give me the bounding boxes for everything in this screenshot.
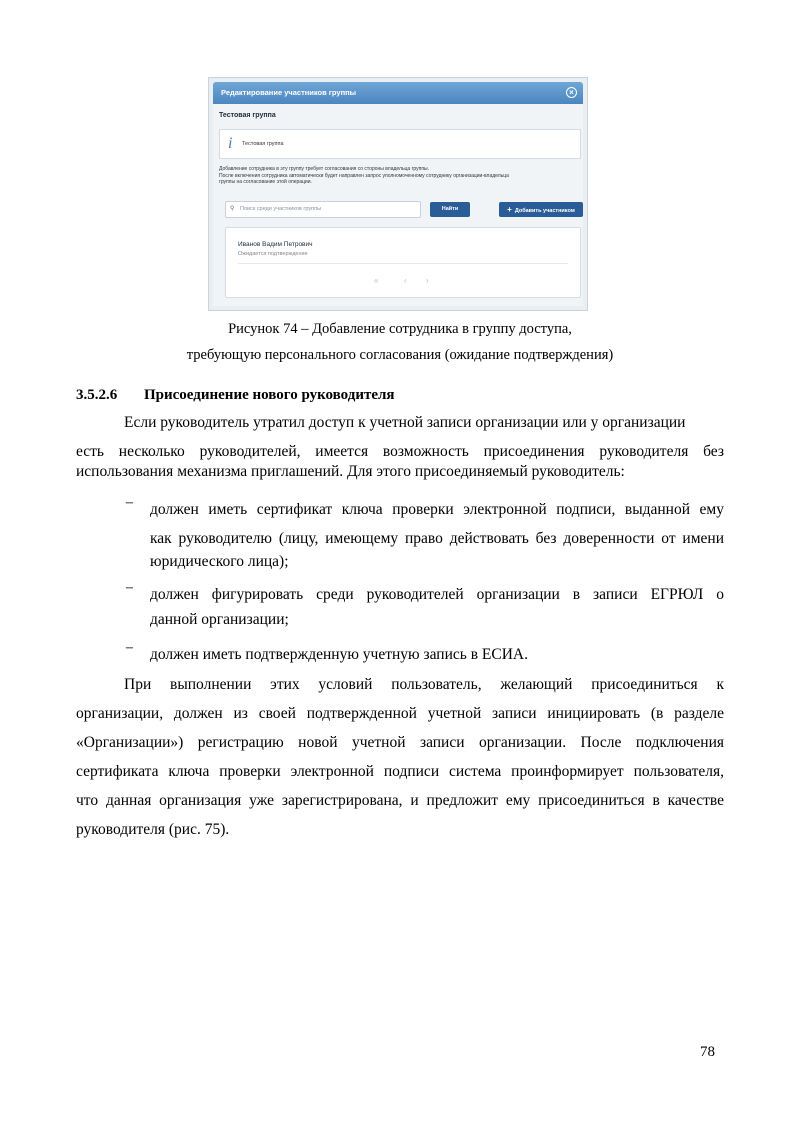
search-input[interactable] bbox=[225, 201, 421, 218]
info-icon: i bbox=[228, 135, 233, 152]
section-number: 3.5.2.6 bbox=[76, 387, 118, 403]
dialog-header bbox=[213, 82, 583, 104]
bullet-line: юридического лица); bbox=[150, 553, 289, 570]
paragraph-line: организации, должен из своей подтвержденной учетной записи инициировать (в разделе bbox=[76, 705, 724, 722]
section-heading bbox=[76, 387, 395, 404]
paragraph-line: использования механизма приглашений. Для этого присоединяемый руководитель: bbox=[76, 463, 625, 480]
note-line: После включения сотрудника автоматически будет направлен запрос уполномоченному сотруднику организации-владельца bbox=[219, 172, 509, 179]
paragraph-line: руководителя (рис. 75). bbox=[76, 821, 230, 838]
info-box bbox=[219, 129, 581, 159]
dialog-body bbox=[213, 104, 583, 306]
bullet-dash: − bbox=[125, 640, 134, 657]
paragraph-line: «Организации») регистрацию новой учетной записи организации. После подключения bbox=[76, 734, 724, 751]
bullet-line: данной организации; bbox=[150, 611, 289, 628]
member-name[interactable]: Иванов Вадим Петрович bbox=[238, 241, 313, 248]
paragraph-line: есть несколько руководителей, имеется возможность присоединения руководителя без bbox=[76, 443, 724, 460]
pager-prev-icon[interactable]: ‹ bbox=[404, 276, 407, 285]
add-member-button[interactable] bbox=[499, 202, 583, 217]
pager-next-icon[interactable]: › bbox=[426, 276, 429, 285]
note-line: Добавление сотрудника в эту группу требует согласования со стороны владельца группы. bbox=[219, 166, 430, 172]
group-title: Тестовая группа bbox=[219, 112, 276, 119]
figure-caption-line2: требующую персонального согласования (ожидание подтверждения) bbox=[186, 347, 614, 363]
add-member-label: Добавить участником bbox=[514, 208, 575, 214]
paragraph-line: сертификата ключа проверки электронной подписи система проинформирует пользователя, bbox=[76, 763, 724, 780]
page-number: 78 bbox=[700, 1044, 715, 1060]
figure-screenshot bbox=[208, 77, 588, 311]
pager-first-icon[interactable]: « bbox=[374, 276, 379, 285]
paragraph-line: что данная организация уже зарегистрирована, и предложит ему присоединиться в качестве bbox=[76, 792, 724, 809]
bullet-dash: − bbox=[125, 580, 134, 597]
find-button[interactable]: Найти bbox=[430, 202, 470, 217]
search-icon: ⚲ bbox=[230, 206, 235, 212]
members-list bbox=[225, 227, 581, 298]
bullet-line: должен иметь сертификат ключа проверки электронной подписи, выданной ему bbox=[150, 501, 724, 518]
paragraph-line: Если руководитель утратил доступ к учетной записи организации или у организации bbox=[124, 414, 686, 431]
bullet-dash: − bbox=[125, 495, 134, 512]
info-text: Тестовая группа bbox=[242, 141, 284, 147]
search-placeholder: Поиск среди участников группы bbox=[240, 206, 322, 212]
bullet-line: должен иметь подтвержденную учетную запись в ЕСИА. bbox=[150, 646, 528, 663]
figure-caption-line1: Рисунок 74 – Добавление сотрудника в группу доступа, bbox=[228, 321, 572, 337]
plus-icon: + bbox=[507, 205, 512, 214]
member-status: Ожидается подтверждение bbox=[238, 251, 308, 257]
section-title: Присоединение нового руководителя bbox=[144, 387, 395, 403]
paragraph-line: При выполнении этих условий пользователь, желающий присоединиться к bbox=[124, 676, 724, 693]
note-line: группы на согласование этой операции. bbox=[219, 179, 312, 185]
bullet-line: должен фигурировать среди руководителей организации в записи ЕГРЮЛ о bbox=[150, 586, 724, 603]
dialog-title: Редактирование участников группы bbox=[221, 88, 357, 97]
divider bbox=[238, 263, 568, 264]
bullet-line: как руководителю (лицу, имеющему право действовать без доверенности от имени bbox=[150, 530, 724, 547]
approval-note bbox=[219, 166, 585, 186]
close-icon[interactable]: × bbox=[566, 87, 577, 98]
